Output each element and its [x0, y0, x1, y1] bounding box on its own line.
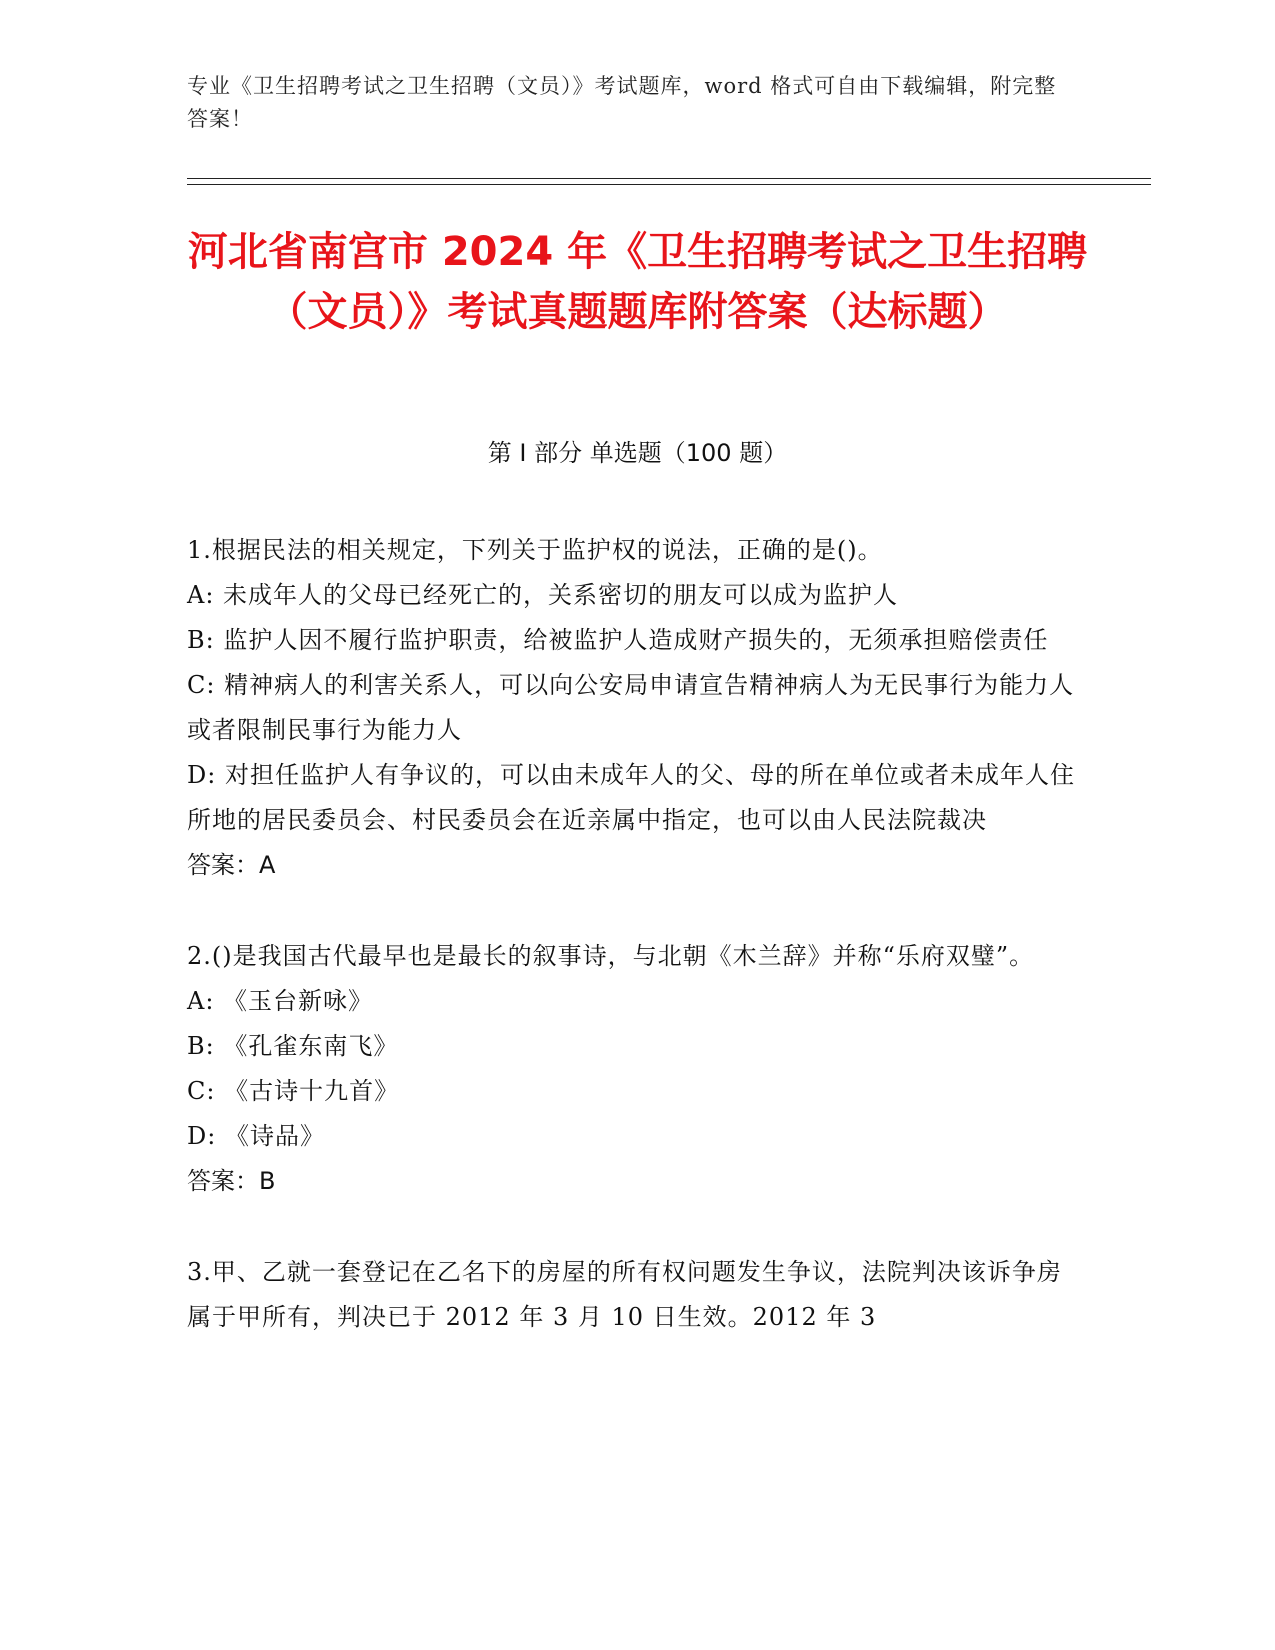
- option-b: B: 《孔雀东南飞》: [187, 1032, 399, 1060]
- section-heading: 第 I 部分 单选题（100 题）: [487, 439, 788, 467]
- header-divider-bottom: [187, 184, 1151, 185]
- question-list: [187, 528, 1077, 1386]
- header-note: 专业《卫生招聘考试之卫生招聘（文员）》考试题库，word 格式可自由下载编辑，附完整答案！: [187, 74, 1057, 131]
- question-stem: 1.根据民法的相关规定，下列关于监护权的说法，正确的是()。: [187, 536, 883, 564]
- option-c: C: 精神病人的利害关系人，可以向公安局申请宣告精神病人为无民事行为能力人或者限制民事行为能力人: [187, 671, 1075, 744]
- option-d: D: 对担任监护人有争议的，可以由未成年人的父、母的所在单位或者未成年人住所地的居民委员会、村民委员会在近亲属中指定，也可以由人民法院裁决: [187, 761, 1075, 834]
- option-a: A: 未成年人的父母已经死亡的，关系密切的朋友可以成为监护人: [187, 581, 899, 609]
- question-1: [187, 528, 1077, 888]
- option-d: D: 《诗品》: [187, 1122, 325, 1150]
- option-c: C: 《古诗十九首》: [187, 1077, 400, 1105]
- question-2: [187, 934, 1077, 1204]
- question-stem: 2.()是我国古代最早也是最长的叙事诗，与北朝《木兰辞》并称“乐府双璧”。: [187, 942, 1035, 970]
- question-stem: 3.甲、乙就一套登记在乙名下的房屋的所有权问题发生争议，法院判决该诉争房属于甲所有，判决已于 2012 年 3 月 10 日生效。2012 年 3: [187, 1258, 1062, 1331]
- header-divider-top: [187, 178, 1151, 179]
- question-3: [187, 1250, 1077, 1340]
- option-b: B: 监护人因不履行监护职责，给被监护人造成财产损失的，无须承担赔偿责任: [187, 626, 1049, 654]
- document-title: 河北省南宫市 2024 年《卫生招聘考试之卫生招聘（文员）》考试真题题库附答案（达标题）: [187, 229, 1088, 335]
- option-a: A: 《玉台新咏》: [187, 987, 374, 1015]
- answer-line: 答案：B: [187, 1167, 276, 1195]
- answer-line: 答案：A: [187, 851, 276, 879]
